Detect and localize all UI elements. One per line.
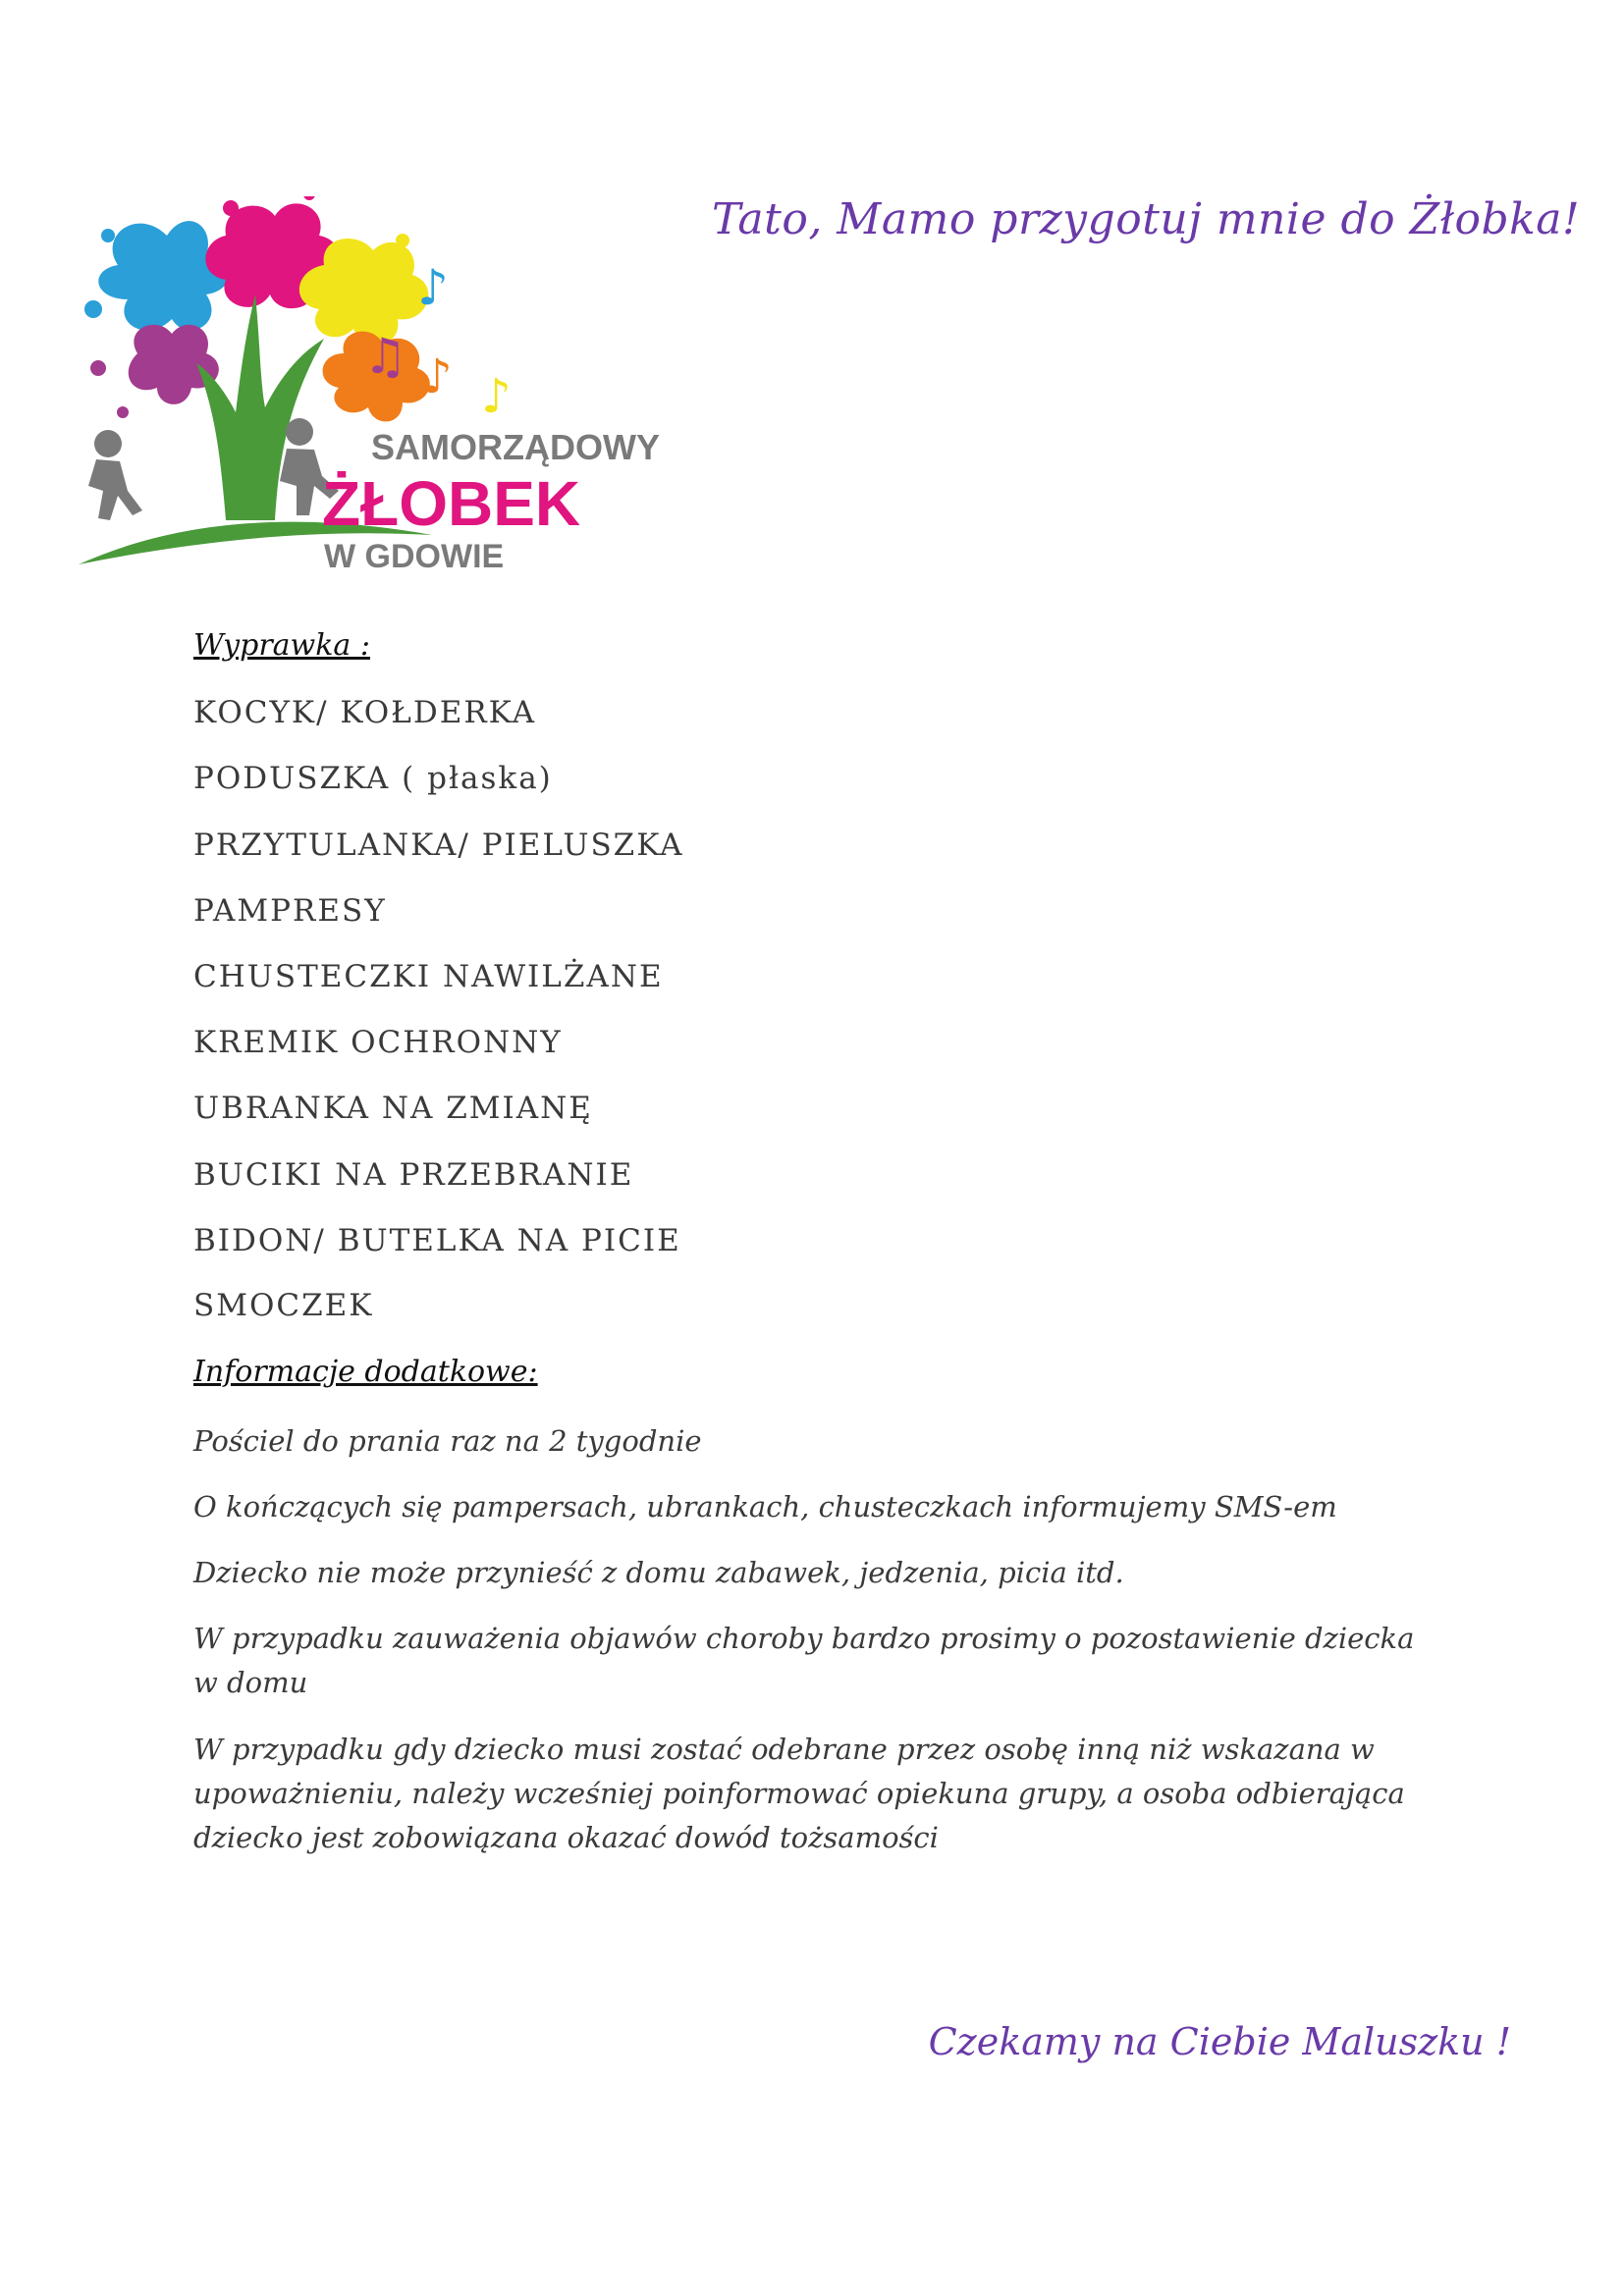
svg-text:♫: ♫	[363, 328, 407, 385]
closing-text: Czekamy na Ciebie Maluszku !	[928, 2020, 1511, 2063]
wyprawka-heading: Wyprawka :	[193, 628, 370, 663]
info-paragraph: W przypadku gdy dziecko musi zostać odebrane przez osobę inną niż wskazana w upoważnieniu, należy wcześniej poinformować opiekuna grupy, a osoba odbierająca dziecko jest zobowiązana okazać dowód tożsamości	[193, 1733, 1405, 1854]
logo-graphic	[79, 196, 707, 589]
list-item: KREMIK OCHRONNY	[193, 1025, 563, 1060]
list-item: CHUSTECZKI NAWILŻANE	[193, 959, 664, 994]
page-title: Tato, Mamo przygotuj mnie do Żłobka!	[712, 194, 1581, 244]
list-item: BUCIKI NA PRZEBRANIE	[193, 1157, 634, 1193]
svg-text:♪: ♪	[417, 259, 449, 316]
logo-line2: ŻŁOBEK	[322, 468, 581, 539]
logo-line3: W GDOWIE	[324, 538, 505, 575]
list-item: PAMPRESY	[193, 893, 387, 929]
child-icon	[88, 418, 339, 520]
list-item: PRZYTULANKA/ PIELUSZKA	[193, 828, 684, 863]
logo-line1: SAMORZĄDOWY	[371, 427, 660, 467]
list-item: BIDON/ BUTELKA NA PICIE	[193, 1223, 681, 1258]
info-heading: Informacje dodatkowe:	[193, 1355, 538, 1389]
info-paragraph: W przypadku zauważenia objawów choroby bardzo prosimy o pozostawienie dziecka w domu	[193, 1622, 1415, 1699]
list-item: PODUSZKA ( płaska)	[193, 761, 553, 796]
info-paragraph: O kończących się pampersach, ubrankach, chusteczkach informujemy SMS-em	[193, 1490, 1337, 1523]
list-item: SMOCZEK	[193, 1288, 374, 1323]
logo	[79, 196, 707, 589]
info-paragraph: Pościel do prania raz na 2 tygodnie	[193, 1424, 702, 1458]
svg-text:♪: ♪	[422, 349, 453, 404]
list-item: KOCYK/ KOŁDERKA	[193, 695, 536, 730]
info-paragraph: Dziecko nie może przynieść z domu zabawek, jedzenia, picia itd.	[193, 1556, 1124, 1589]
list-item: UBRANKA NA ZMIANĘ	[193, 1091, 593, 1126]
svg-text:♪: ♪	[481, 369, 512, 424]
